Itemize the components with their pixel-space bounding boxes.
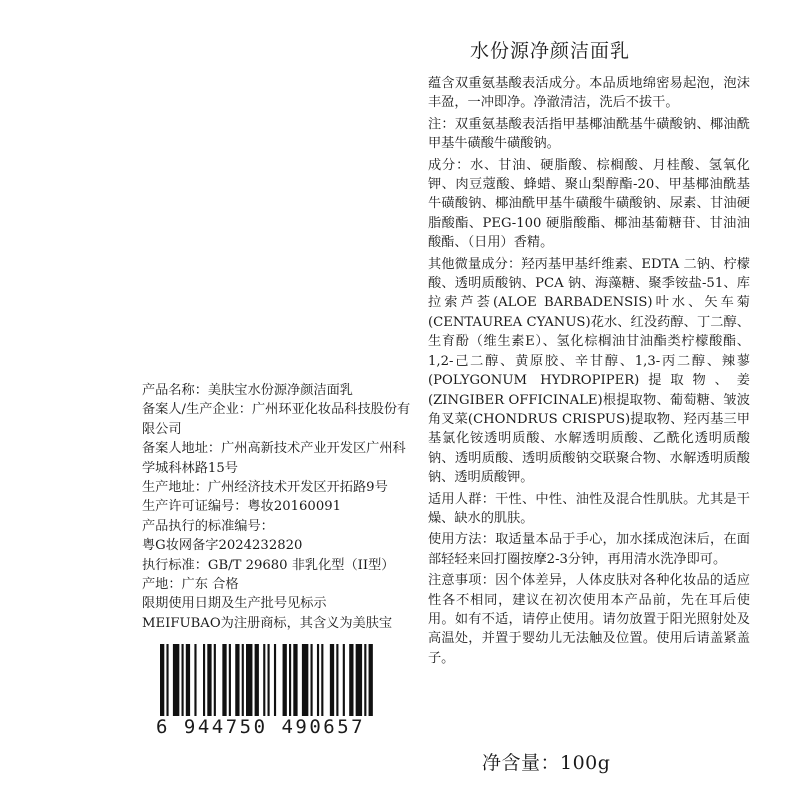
standard-number-label: 产品执行的标准编号： [142,518,274,534]
minor-ingredients-paragraph: 其他微量成分：羟丙基甲基纤维素、EDTA 二钠、柠檬酸、透明质酸钠、PCA 钠、海藻糖、聚季铵盐-51、库拉索芦荟(ALOE BARBADENSIS)叶水、矢车菊(CENTAUREA CYANUS)花水、红没药醇、丁二醇、生育酚（维生素E）、氢化棕榈油甘油酯类柠檬酸酯、1,2-己二醇、黄原胶、辛甘醇、1,3-丙二醇、辣蓼(POLYGONUM HYDROPIPER)提取物、姜(ZINGIBER OFFICINALE)根提取物、葡萄糖、皱波角叉菜(CHONDRUS CRISPUS)提取物、羟丙基三甲基氯化铵透明质酸、水解透明质酸、乙酰化透明质酸钠、透明质酸、透明质酸钠交联聚合物、水解透明质酸钠、透明质酸钾。 [428,256,750,486]
filer-address: 备案人地址：广州高新技术产业开发区广州科学城科林路15号 [142,441,406,476]
usage-paragraph: 使用方法：取适量本品于手心，加水揉成泡沫后，在面部轻轻来回打圈按摩2-3分钟，再用清水洗净即可。 [428,532,750,567]
ingredients-paragraph: 成分：水、甘油、硬脂酸、棕榈酸、月桂酸、氢氧化钾、肉豆蔻酸、蜂蜡、聚山梨醇酯-20、甲基椰油酰基牛磺酸钠、椰油酰甲基牛磺酸牛磺酸钠、尿素、甘油硬脂酸酯、PEG-100 硬脂酸酯、椰油基葡糖苷、甘油油酸酯、（日用）香精。 [428,157,750,251]
precautions-paragraph: 注意事项：因个体差异，人体皮肤对各种化妆品的适应性各不相同，建议在初次使用本产品前，先在耳后使用。如有不适，请停止使用。请勿放置于阳光照射处及高温处，并置于婴幼儿无法触及位置。使用后请盖紧盖子。 [428,573,750,666]
ingredients-column [428,74,750,668]
expiry-note: 限期使用日期及生产批号见标示 [142,596,327,612]
filer-company: 备案人/生产企业：广州环亚化妆品科技股份有限公司 [142,402,411,437]
target-users-paragraph: 适用人群：干性、中性、油性及混合性肌肤。尤其是干燥、缺水的肌肤。 [428,491,750,526]
product-name: 产品名称：美肤宝水份源净颜洁面乳 [142,383,353,398]
production-address: 生产地址：广州经济技术开发区开拓路9号 [142,480,388,496]
product-info-column [142,381,412,633]
trademark-note: MEIFUBAO为注册商标，其含义为美肤宝 [142,615,393,631]
description-paragraph: 蕴含双重氨基酸表活成分。本品质地绵密易起泡，泡沫丰盈，一冲即净。净澈清洁，洗后不拔干。 [428,76,750,111]
execution-standard: 执行标准：GB/T 29680 非乳化型（II型） [142,557,395,573]
note-paragraph: 注：双重氨基酸表活指甲基椰油酰基牛磺酸钠、椰油酰甲基牛磺酸牛磺酸钠。 [428,116,750,152]
net-content: 净含量：100g [482,752,611,774]
barcode-number: 6 944750 490657 [152,716,386,738]
filing-number: 粤G妆网备字2024232820 [142,538,303,554]
origin: 产地：广东 合格 [142,577,239,593]
product-title: 水份源净颜洁面乳 [470,40,631,62]
production-license: 生产许可证编号：粤妆20160091 [142,499,341,515]
